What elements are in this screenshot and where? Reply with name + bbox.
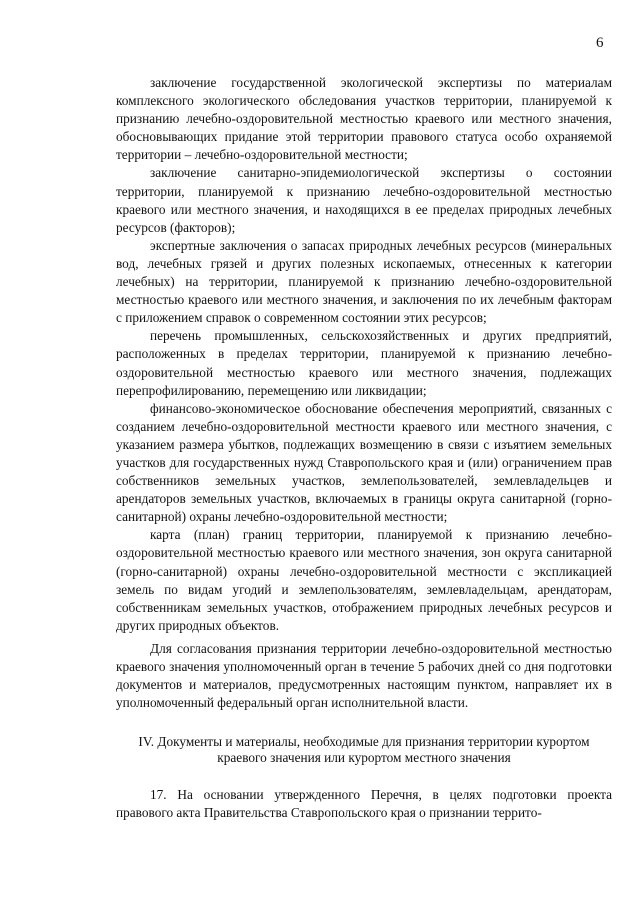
paragraph-enterprise-list: перечень промышленных, сельскохозяйственных и других предприятий, расположенных в пределах территории, планируемой к признанию лечебно-оздоровительной местностью краевого или местного значения, подлежащих перепрофилированию, перемещению или ликвидации; — [116, 328, 612, 398]
paragraph-item-17: 17. На основании утвержденного Перечня, в целях подготовки проекта правового акта Правительства Ставропольского края о признании террито- — [116, 787, 612, 821]
section-heading-iv: IV. Документы и материалы, необходимые для признания территории курортом краевого значения или курортом местного значения — [138, 734, 590, 766]
paragraph-financial-justification: финансово-экономическое обоснование обеспечения мероприятий, связанных с созданием лечебно-оздоровительной местности краевого или местного значения, с указанием размера убытков, подлежащих возмещению в связи с изъятием земельных участков для государственных нужд Ставропольского края и (или) ограничением прав собственников земельных участков, землепользователей, землевладельцев и арендаторов земельных участков, включаемых в границы округа санитарной (горно-санитарной) охраны лечебно-оздоровительной местности; — [116, 400, 612, 525]
paragraph-approval-procedure: Для согласования признания территории лечебно-оздоровительной местностью краевого значения уполномоченный орган в течение 5 рабочих дней со дня подготовки документов и материалов, предусмотренных настоящим пунктом, направляет их в уполномоченный федеральный орган исполнительной власти. — [116, 640, 612, 711]
document-body — [116, 74, 612, 822]
page-number: 6 — [596, 35, 604, 51]
paragraph-ecological-expertise: заключение государственной экологической экспертизы по материалам комплексного экологического обследования участков территории, планируемой к признанию лечебно-оздоровительной местностью краевого или местного значения, обосновывающих придание этой территории правового статуса особо охраняемой территории – лечебно-оздоровительной местности; — [116, 75, 612, 163]
paragraph-sanitary-expertise: заключение санитарно-эпидемиологической экспертизы о состоянии территории, планируемой к признанию лечебно-оздоровительной местностью краевого или местного значения, и находящихся в ее пределах природных лечебных ресурсов (факторов); — [116, 165, 612, 235]
paragraph-boundary-map: карта (план) границ территории, планируемой к признанию лечебно-оздоровительной местностью краевого или местного значения, зон округа санитарной (горно-санитарной) охраны лечебно-оздоровительной местности с экспликацией земель по видам угодий и землепользователям, землевладельцам, арендаторам, собственникам земельных участков, отображением природных лечебных ресурсов и других природных объектов. — [116, 527, 612, 633]
paragraph-resource-reserves: экспертные заключения о запасах природных лечебных ресурсов (минеральных вод, лечебных грязей и других полезных ископаемых, отнесенных к категории лечебных) на территории, планируемой к признанию лечебно-оздоровительной местностью краевого или местного значения, и заключения по их лечебным факторам с приложением справок о современном состоянии этих ресурсов; — [116, 237, 612, 326]
